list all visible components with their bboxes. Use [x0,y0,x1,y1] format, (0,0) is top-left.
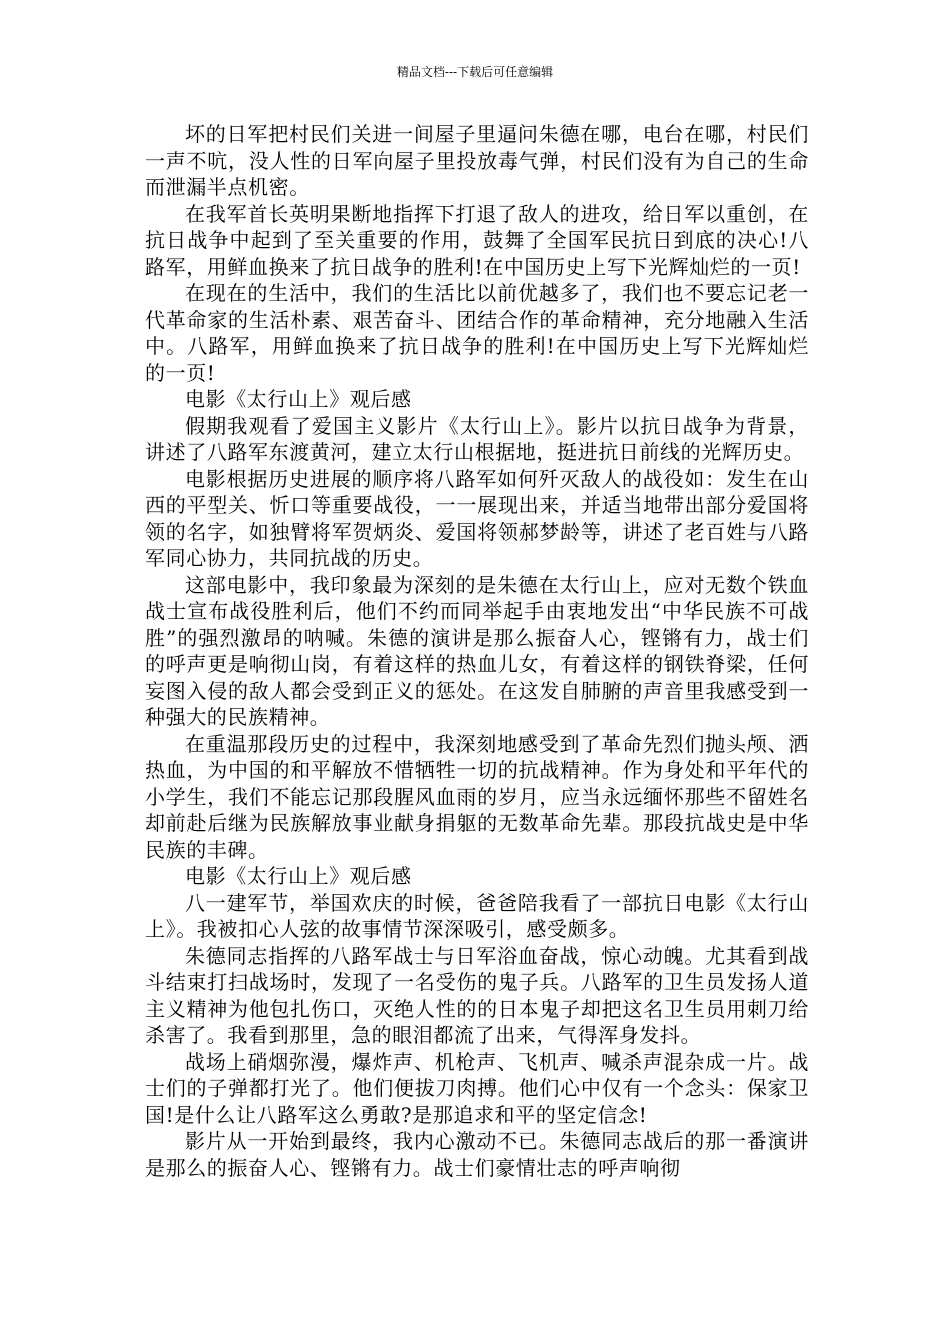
paragraph: 战场上硝烟弥漫，爆炸声、机枪声、飞机声、喊杀声混杂成一片。战士们的子弹都打光了。他们便拔刀肉搏。他们心中仅有一个念头：保家卫国!是什么让八路军这么勇敢?是那追求和平的坚定信念! [145,1049,809,1127]
paragraph: 在现在的生活中，我们的生活比以前优越多了，我们也不要忘记老一代革命家的生活朴素、艰苦奋斗、团结合作的革命精神，充分地融入生活中。八路军，用鲜血换来了抗日战争的胜利!在中国历史上写下光辉灿烂的一页! [145,281,809,385]
paragraph: 在我军首长英明果断地指挥下打退了敌人的进攻，给日军以重创，在抗日战争中起到了至关重要的作用，鼓舞了全国军民抗日到底的决心!八路军，用鲜血换来了抗日战争的胜利!在中国历史上写下光辉灿烂的一页! [145,201,809,279]
paragraph: 朱德同志指挥的八路军战士与日军浴血奋战，惊心动魄。尤其看到战斗结束打扫战场时，发现了一名受伤的鬼子兵。八路军的卫生员发扬人道主义精神为他包扎伤口，灭绝人性的的日本鬼子却把这名卫生员用刺刀给杀害了。我看到那里，急的眼泪都流了出来，气得浑身发抖。 [145,943,809,1047]
paragraph: 八一建军节，举国欢庆的时候，爸爸陪我看了一部抗日电影《太行山上》。我被扣心人弦的故事情节深深吸引，感受颇多。 [145,890,809,941]
paragraph: 坏的日军把村民们关进一间屋子里逼问朱德在哪，电台在哪，村民们一声不吭，没人性的日军向屋子里投放毒气弹，村民们没有为自己的生命而泄漏半点机密。 [145,122,809,199]
paragraph: 影片从一开始到最终，我内心激动不已。朱德同志战后的那一番演讲是那么的振奋人心、铿锵有力。战士们豪情壮志的呼声响彻 [145,1129,809,1180]
paragraph: 假期我观看了爱国主义影片《太行山上》。影片以抗日战争为背景，讲述了八路军东渡黄河，建立太行山根据地，挺进抗日前线的光辉历史。 [145,413,809,464]
paragraph: 这部电影中，我印象最为深刻的是朱德在太行山上，应对无数个铁血战士宣布战役胜利后，他们不约而同举起手由衷地发出“中华民族不可战胜”的强烈激昂的呐喊。朱德的演讲是那么振奋人心，铿锵有力，战士们的呼声更是响彻山岗，有着这样的热血儿女，有着这样的钢铁脊梁，任何妄图入侵的敌人都会受到正义的惩处。在这发自肺腑的声音里我感受到一种强大的民族精神。 [145,572,809,729]
document-body [145,121,809,1181]
section-title: 电影《太行山上》观后感 [185,387,412,411]
page-header: 精品文档---下载后可任意编辑 [396,65,554,79]
paragraph: 在重温那段历史的过程中，我深刻地感受到了革命先烈们抛头颅、洒热血，为中国的和平解放不惜牺牲一切的抗战精神。作为身处和平年代的小学生，我们不能忘记那段腥风血雨的岁月，应当永远缅怀那些不留姓名却前赴后继为民族解放事业献身捐躯的无数革命先辈。那段抗战史是中华民族的丰碑。 [145,731,809,862]
paragraph: 电影根据历史进展的顺序将八路军如何歼灭敌人的战役如：发生在山西的平型关、忻口等重要战役，一一展现出来，并适当地带出部分爱国将领的名字，如独臂将军贺炳炎、爱国将领郝梦龄等，讲述了老百姓与八路军同心协力，共同抗战的历史。 [145,466,809,570]
section-title: 电影《太行山上》观后感 [185,864,412,888]
